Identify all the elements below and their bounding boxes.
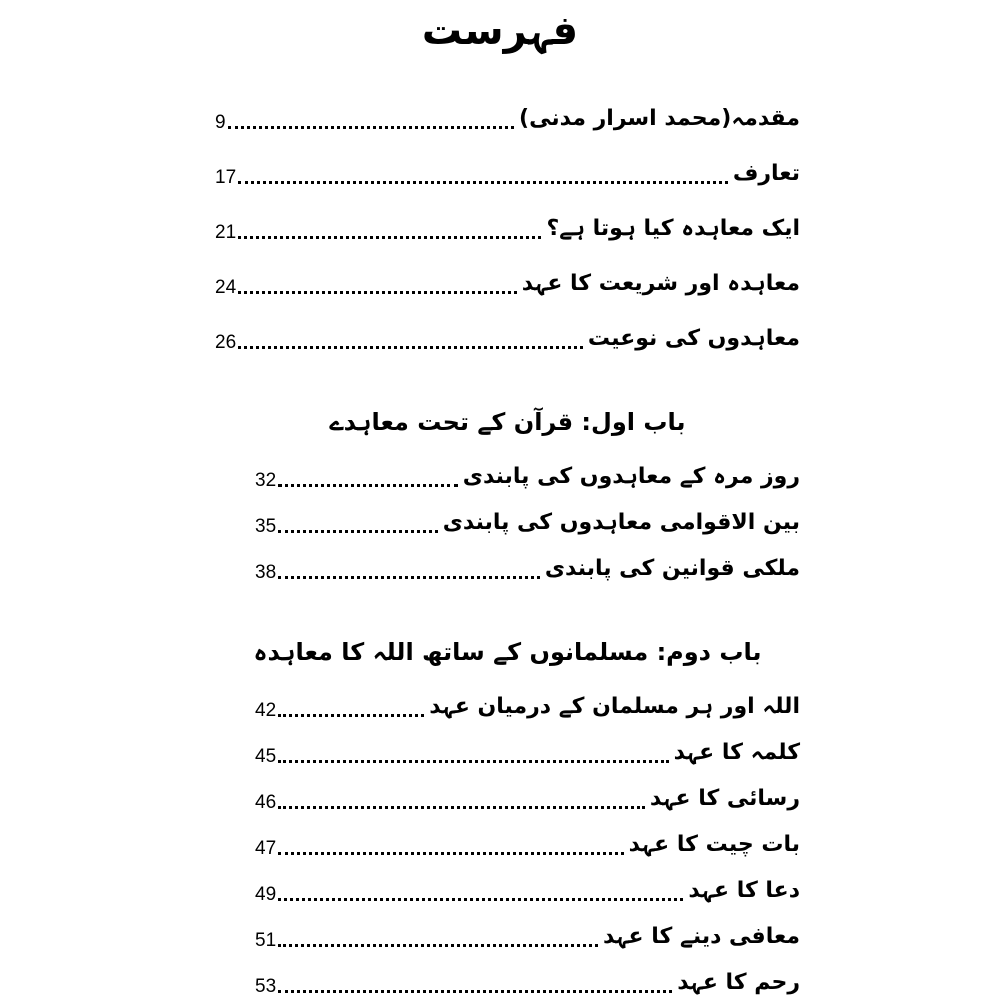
toc-entry-title: مقدمہ(محمد اسرار مدنی) bbox=[519, 106, 800, 131]
page-number: 24 bbox=[215, 277, 237, 298]
toc bbox=[215, 100, 800, 1000]
dotted-leader bbox=[238, 291, 517, 294]
page-number: 45 bbox=[255, 746, 277, 767]
toc-entry-title: معافی دینے کا عہد bbox=[602, 924, 800, 949]
toc-entry-title: بین الاقوامی معاہدوں کی پابندی bbox=[442, 510, 800, 535]
page-number: 35 bbox=[255, 516, 277, 537]
toc-entry bbox=[255, 458, 800, 494]
page-number: 49 bbox=[255, 884, 277, 905]
page-number: 9 bbox=[215, 112, 226, 133]
toc-entry bbox=[255, 964, 800, 1000]
toc-entry bbox=[215, 155, 800, 191]
dotted-leader bbox=[228, 126, 514, 129]
dotted-leader bbox=[278, 898, 683, 901]
dotted-leader bbox=[278, 990, 672, 993]
page-number: 38 bbox=[255, 562, 277, 583]
toc-entry bbox=[255, 872, 800, 908]
toc-entry bbox=[255, 504, 800, 540]
toc-entry-title: دعا کا عہد bbox=[688, 878, 800, 903]
dotted-leader bbox=[278, 530, 438, 533]
toc-entry bbox=[255, 550, 800, 586]
page-number: 51 bbox=[255, 930, 277, 951]
page-number: 21 bbox=[215, 222, 237, 243]
page-number: 47 bbox=[255, 838, 277, 859]
toc-entry bbox=[255, 780, 800, 816]
toc-entry-title: تعارف bbox=[732, 161, 800, 186]
toc-entry-title: معاہدوں کی نوعیت bbox=[587, 326, 800, 351]
toc-entry-title: معاہدہ اور شریعت کا عہد bbox=[521, 271, 800, 296]
dotted-leader bbox=[238, 346, 583, 349]
toc-entry bbox=[215, 265, 800, 301]
toc-entry-title: ملکی قوانین کی پابندی bbox=[544, 556, 800, 581]
page-title: فہرست bbox=[421, 8, 579, 54]
page-number: 53 bbox=[255, 976, 277, 997]
toc-entry bbox=[255, 688, 800, 724]
chapter-heading: باب اول: قرآن کے تحت معاہدے bbox=[329, 408, 686, 436]
toc-entry bbox=[215, 210, 800, 246]
toc-entry-title: بات چیت کا عہد bbox=[628, 832, 800, 857]
dotted-leader bbox=[278, 852, 623, 855]
dotted-leader bbox=[278, 484, 458, 487]
toc-entry-title: اللہ اور ہر مسلمان کے درمیان عہد bbox=[429, 694, 800, 719]
dotted-leader bbox=[278, 944, 598, 947]
toc-entry-title: ایک معاہدہ کیا ہوتا ہے؟ bbox=[546, 216, 800, 241]
dotted-leader bbox=[278, 760, 668, 763]
toc-entry-title: رسائی کا عہد bbox=[649, 786, 800, 811]
toc-entry bbox=[255, 918, 800, 954]
page-number: 26 bbox=[215, 332, 237, 353]
toc-entry-title: روز مرہ کے معاہدوں کی پابندی bbox=[462, 464, 800, 489]
page-number: 42 bbox=[255, 700, 277, 721]
toc-entry-title: رحم کا عہد bbox=[677, 970, 800, 995]
toc-entry bbox=[255, 734, 800, 770]
toc-entry-title: کلمہ کا عہد bbox=[673, 740, 800, 765]
toc-entry bbox=[215, 320, 800, 356]
page-number: 46 bbox=[255, 792, 277, 813]
page-number: 17 bbox=[215, 167, 237, 188]
toc-entry bbox=[215, 100, 800, 136]
dotted-leader bbox=[278, 576, 540, 579]
dotted-leader bbox=[238, 181, 728, 184]
dotted-leader bbox=[278, 714, 424, 717]
toc-entry bbox=[255, 826, 800, 862]
dotted-leader bbox=[238, 236, 541, 239]
chapter-heading: باب دوم: مسلمانوں کے ساتھ اللہ کا معاہدہ bbox=[253, 638, 762, 666]
dotted-leader bbox=[278, 806, 645, 809]
page-number: 32 bbox=[255, 470, 277, 491]
